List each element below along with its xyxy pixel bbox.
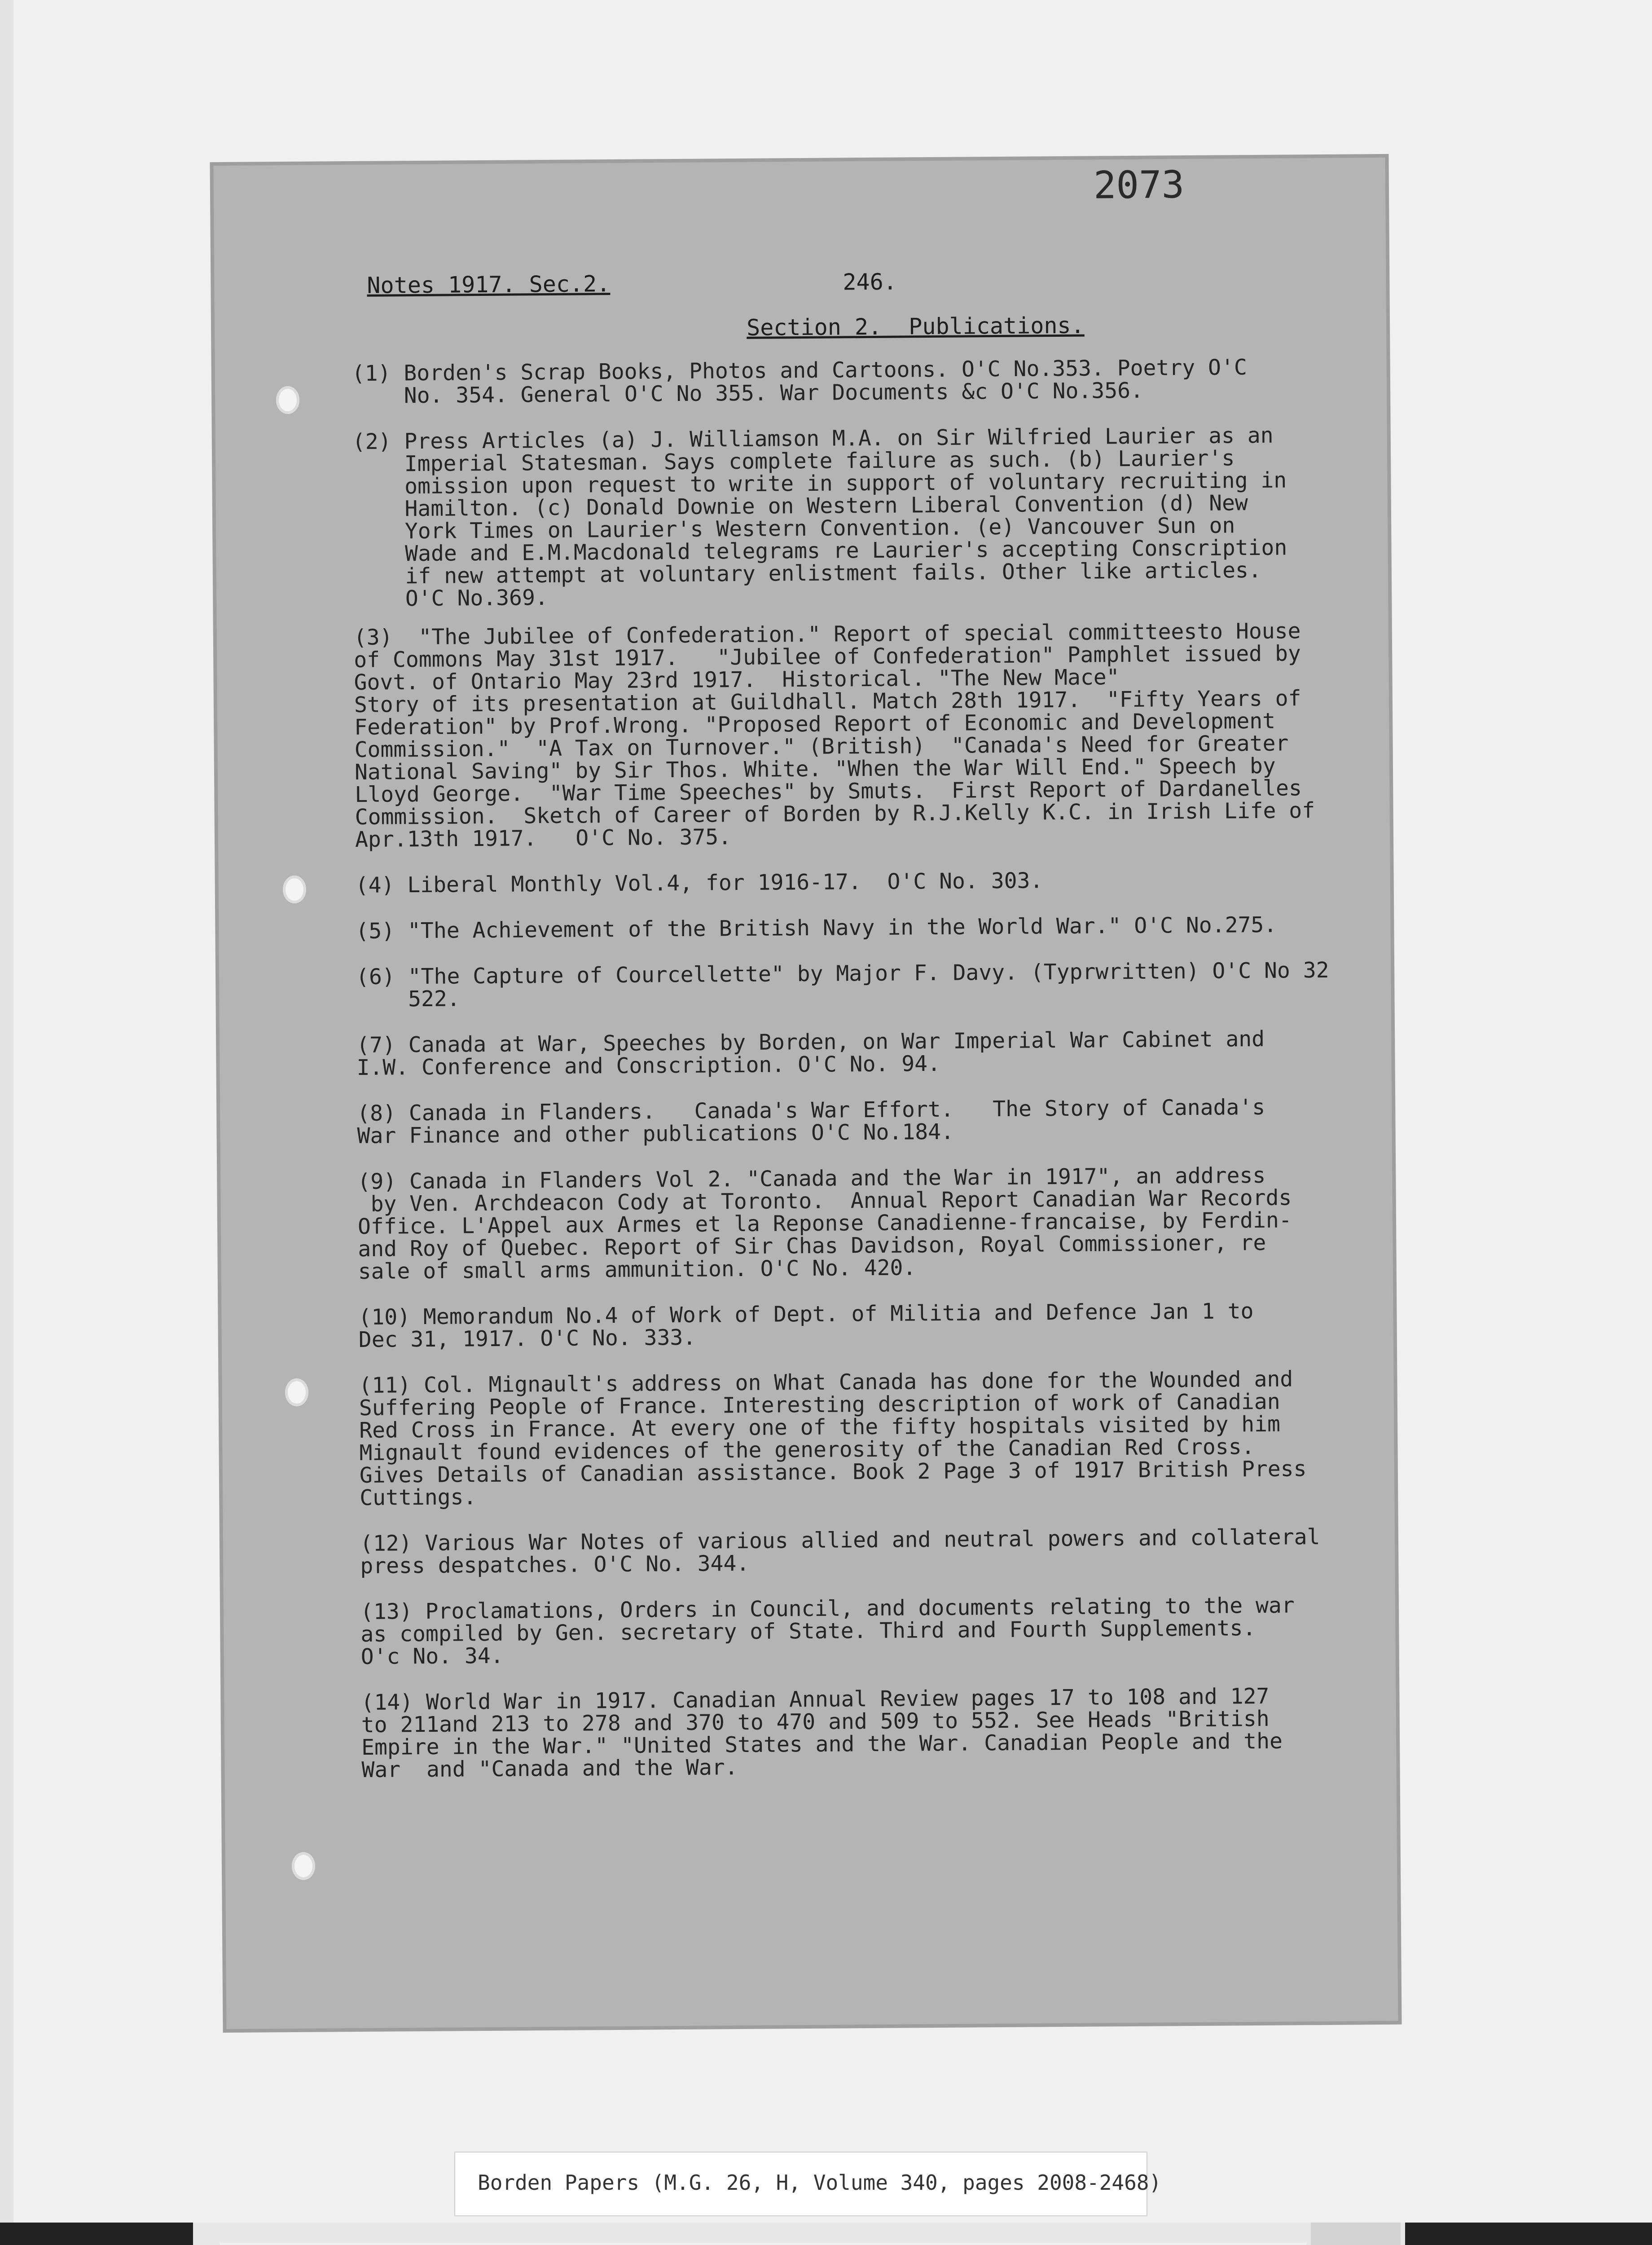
entry-11: (11) Col. Mignault's address on What Canada has done for the Wounded and Suffering People of France. Interesting description of work of Canadian Red Cross in France. At every one of the fifty hospitals visited by him Mignault found evidences of the generosity of the Canadian Red Cross. Gives Details of Canadian assistance. Book 2 Page 3 of 1917 British Press Cuttings.: [359, 1366, 1307, 1510]
entry-14: (14) World War in 1917. Canadian Annual Review pages 17 to 108 and 127 to 211and 213 to 278 and 370 to 470 and 509 to 552. See Heads "British Empire in the War." "United States and the War. Canadian People and the War and "Canada and the War.: [361, 1683, 1283, 1783]
entry-8: (8) Canada in Flanders. Canada's War Effort. The Story of Canada's War Finance and other publications O'C No.184.: [357, 1094, 1265, 1149]
entry-3: (3) "The Jubilee of Confederation." Report of special committeesto House of Commons May 31st 1917. "Jubilee of Confederation" Pamphlet issued by Govt. of Ontario May 23rd 1917. Historical. "The New Mace" Story of its presentation at Guildhall. Match 28th 1917. "Fifty Years of Federation" by Prof.Wrong. "Proposed Report of Economic and Development Commission." "A Tax on Turnover." (British) "Canada's Need for Greater National Saving" by Sir Thos. White. "When the War Will End." Speech by Lloyd George. "War Time Speeches" by Smuts. First Report of Dardanelles Commission. Sketch of Career of Borden by R.J.Kelly K.C. in Irish Life of Apr.13th 1917. O'C No. 375.: [353, 618, 1315, 852]
reference-caption: Borden Papers (M.G. 26, H, Volume 340, pages 2008-2468): [478, 2170, 1162, 2195]
entry-4: (4) Liberal Monthly Vol.4, for 1916-17. O'C No. 303.: [355, 868, 1043, 898]
page-number: 2073: [1093, 163, 1185, 207]
entry-5: (5) "The Achievement of the British Navy in the World War." O'C No.275.: [356, 912, 1277, 944]
stamp-card-edge: [1311, 2223, 1401, 2245]
page-header-left: Notes 1917. Sec.2.: [367, 270, 611, 299]
punch-hole: [283, 876, 306, 903]
entry-1: (1) Borden's Scrap Books, Photos and Cartoons. O'C No.353. Poetry O'C No. 354. General O'C No 355. War Documents &c O'C No.356.: [351, 355, 1247, 409]
reference-caption-box: [454, 2152, 1162, 2216]
entry-12: (12) Various War Notes of various allied and neutral powers and collateral press despatches. O'C No. 344.: [360, 1524, 1320, 1579]
archives-stamp: [220, 2243, 1306, 2245]
entry-9: (9) Canada in Flanders Vol 2. "Canada and the War in 1917", an address by Ven. Archdeacon Cody at Toronto. Annual Report Canadian War Records Office. L'Appel aux Armes et la Reponse Canadienne-francaise, by Ferdin- and Roy of Quebec. Report of Sir Chas Davidson, Royal Commissioner, re sale of small arms ammunition. O'C No. 420.: [357, 1162, 1292, 1284]
entry-10: (10) Memorandum No.4 of Work of Dept. of Militia and Defence Jan 1 to Dec 31, 1917. O'C No. 333.: [358, 1299, 1254, 1352]
page-header-center: 246.: [843, 269, 897, 295]
entries-list: [352, 355, 1390, 1781]
entry-2: (2) Press Articles (a) J. Williamson M.A. on Sir Wilfried Laurier as an Imperial Statesman. Says complete failure as such. (b) Laurier's omission upon request to write in support of voluntary recruiting in Hamilton. (c) Donald Downie on Western Liberal Convention (d) New York Times on Laurier's Western Convention. (e) Vancouver Sun on Wade and E.M.Macdonald telegrams re Laurier's accepting Conscription if new attempt at voluntary enlistment fails. Other like articles. O'C No.369.: [352, 423, 1287, 612]
section-title: Section 2. Publications.: [746, 312, 1085, 341]
entry-6: (6) "The Capture of Courcellette" by Major F. Davy. (Typrwritten) O'C No 32 522.: [356, 957, 1329, 1012]
punch-hole: [285, 1378, 308, 1406]
punch-hole: [276, 386, 299, 414]
punch-hole: [292, 1852, 315, 1880]
document-page: [214, 158, 1398, 2029]
archives-stamp-card: [193, 2223, 1405, 2245]
entry-13: (13) Proclamations, Orders in Council, and documents relating to the war as compiled by Gen. secretary of State. Third and Fourth Supplements. O'c No. 34.: [360, 1593, 1295, 1669]
entry-7: (7) Canada at War, Speeches by Borden, on War Imperial War Cabinet and I.W. Conference and Conscription. O'C No. 94.: [356, 1026, 1265, 1080]
scan-left-edge: [0, 0, 13, 2223]
